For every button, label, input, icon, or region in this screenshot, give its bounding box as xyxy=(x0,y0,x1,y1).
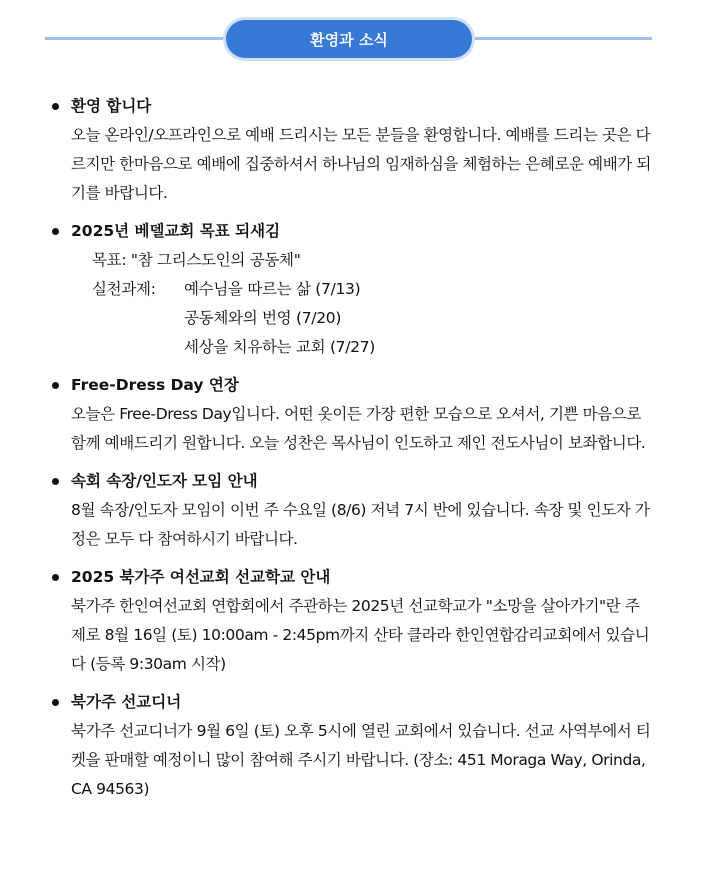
header-divider-right xyxy=(468,37,652,40)
news-item-goals xyxy=(52,217,652,362)
task-item: 세상을 치유하는 교회 (7/27) xyxy=(184,338,376,356)
task-item: 공동체와의 번영 (7/20) xyxy=(184,309,342,327)
news-item-heading xyxy=(52,217,652,246)
task-line xyxy=(52,275,652,304)
news-item-heading xyxy=(52,371,652,400)
section-header xyxy=(0,0,703,80)
news-item-body: 오늘은 Free-Dress Day입니다. 어떤 옷이든 가장 편한 모습으로 오셔서, 기쁜 마음으로 함께 예배드리기 원합니다. 오늘 성찬은 목사님이 인도하고 제인 전도사님이 보좌합니다. xyxy=(71,405,646,452)
header-divider-left xyxy=(45,37,235,40)
bullet-icon xyxy=(52,478,59,485)
header-title-pill: 환영과 소식 xyxy=(226,20,472,58)
news-item-heading xyxy=(52,92,652,121)
tasks-label: 실천과제: xyxy=(92,280,156,298)
news-item-title: 속회 속장/인도자 모임 안내 xyxy=(71,472,258,490)
bullet-icon xyxy=(52,228,59,235)
news-item-leaders-meeting xyxy=(52,467,652,554)
news-item-mission-dinner xyxy=(52,688,652,804)
news-item-welcome xyxy=(52,92,652,208)
news-item-title: 북가주 선교디너 xyxy=(71,693,182,711)
news-item-heading xyxy=(52,688,652,717)
news-item-heading xyxy=(52,467,652,496)
bullet-icon xyxy=(52,699,59,706)
news-item-body: 북가주 한인여선교회 연합회에서 주관하는 2025년 선교학교가 "소망을 살아가기"란 주제로 8월 16일 (토) 10:00am - 2:45pm까지 산타 클라라 한인연합감리교회에서 있습니다 (등록 9:30am 시작) xyxy=(71,597,650,673)
bullet-icon xyxy=(52,382,59,389)
news-item-mission-school xyxy=(52,563,652,679)
bullet-icon xyxy=(52,574,59,581)
news-item-title: 2025 북가주 여선교회 선교학교 안내 xyxy=(71,568,331,586)
news-item-body: 오늘 온라인/오프라인으로 예배 드리시는 모든 분들을 환영합니다. 예배를 드리는 곳은 다르지만 한마음으로 예배에 집중하셔서 하나님의 임재하심을 체험하는 은혜로운 예배가 되기를 바랍니다. xyxy=(71,126,651,202)
news-item-free-dress xyxy=(52,371,652,458)
news-list xyxy=(52,92,652,813)
bullet-icon xyxy=(52,103,59,110)
news-item-heading xyxy=(52,563,652,592)
news-item-title: Free-Dress Day 연장 xyxy=(71,376,239,394)
news-item-body: 북가주 선교디너가 9월 6일 (토) 오후 5시에 열린 교회에서 있습니다. 선교 사역부에서 티켓을 판매할 예정이니 많이 참여해 주시기 바랍니다. (장소: 451 Moraga Way, Orinda, CA 94563) xyxy=(71,722,651,798)
goal-line: 목표: "참 그리스도인의 공동체" xyxy=(92,251,301,269)
news-item-body: 8월 속장/인도자 모임이 이번 주 수요일 (8/6) 저녁 7시 반에 있습니다. 속장 및 인도자 가정은 모두 다 참여하시기 바랍니다. xyxy=(71,501,650,548)
task-item: 예수님을 따르는 삶 (7/13) xyxy=(184,280,361,298)
news-item-title: 환영 합니다 xyxy=(71,97,152,115)
news-item-title: 2025년 베델교회 목표 되새김 xyxy=(71,222,281,240)
